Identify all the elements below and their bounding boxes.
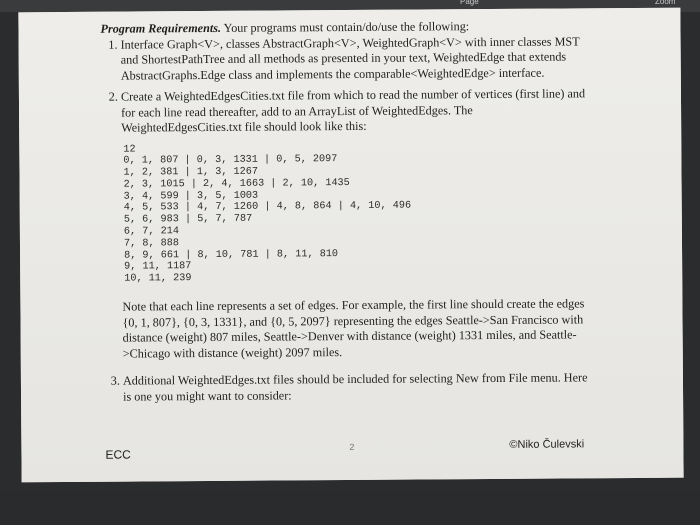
toolbar-page-label[interactable]: Page [460,0,479,6]
heading-title: Program Requirements. [100,20,222,36]
code-block [123,141,592,286]
code-line: 10, 11, 239 [124,273,192,285]
page-content [100,18,593,411]
code-line: 3, 4, 599 | 3, 5, 1003 [123,190,259,203]
code-line: 0, 1, 807 | 0, 3, 1331 | 0, 5, 2097 [123,154,338,167]
page-number: 2 [349,441,355,453]
code-line: 6, 7, 214 [123,226,179,238]
note-paragraph: Note that each line represents a set of edges. For example, the first line should create the edges {0, 1, 807}, {0, 3, 1331}, and {0, 5, 2097} representing the edges Seattle->San Francisco with distance (weight) 807 miles, Seattle->Denver with distance (weight) 1331 miles, and Seattle->Chicago with distance (weight) 2097 miles. [122,296,585,361]
code-line: 4, 5, 533 | 4, 7, 1260 | 4, 8, 864 | 4, 10, 496 [123,201,412,215]
list-item: 1. Interface Graph<V>, classes AbstractGraph<V>, WeightedGraph<V> with inner classes MST and ShortestPathTree and all methods as presented in your text, WeightedEdge that extends AbstractGraphs.Edge class and implements the comparable<WeightedEdge> interface. [121,34,591,84]
footer-left: ECC [105,447,131,462]
code-line: 5, 6, 983 | 5, 7, 787 [123,213,253,226]
toolbar-zoom-label[interactable]: Zoom [655,0,676,6]
bottom-edge [0,490,700,525]
code-line: 7, 8, 888 [123,238,180,250]
code-line: 9, 11, 1187 [124,261,192,274]
code-line: 1, 2, 381 | 1, 3, 1267 [123,166,259,179]
footer-copyright: ©Niko Čulevski [509,438,585,451]
list-item-text: Create a WeightedEdgesCities.txt file from which to read the number of vertices (first line) and for each line read thereafter, add to an ArrayList of WeightedEdges. The WeightedEdgesCities.txt file should look like this: [120,86,586,135]
code-line: 2, 3, 1015 | 2, 4, 1663 | 2, 10, 1435 [123,177,350,191]
requirements-list [101,34,594,405]
code-line: 12 [123,144,136,156]
list-item: 3. Additional WeightedEdges.txt files should be included for selecting New from File menu. Here is one you might want to consider: [123,371,593,405]
code-line: 8, 9, 661 | 8, 10, 781 | 8, 11, 810 [124,248,339,262]
heading-rest: Your programs must contain/do/use the following: [220,19,470,35]
list-item [121,86,593,361]
document-page [18,8,683,483]
